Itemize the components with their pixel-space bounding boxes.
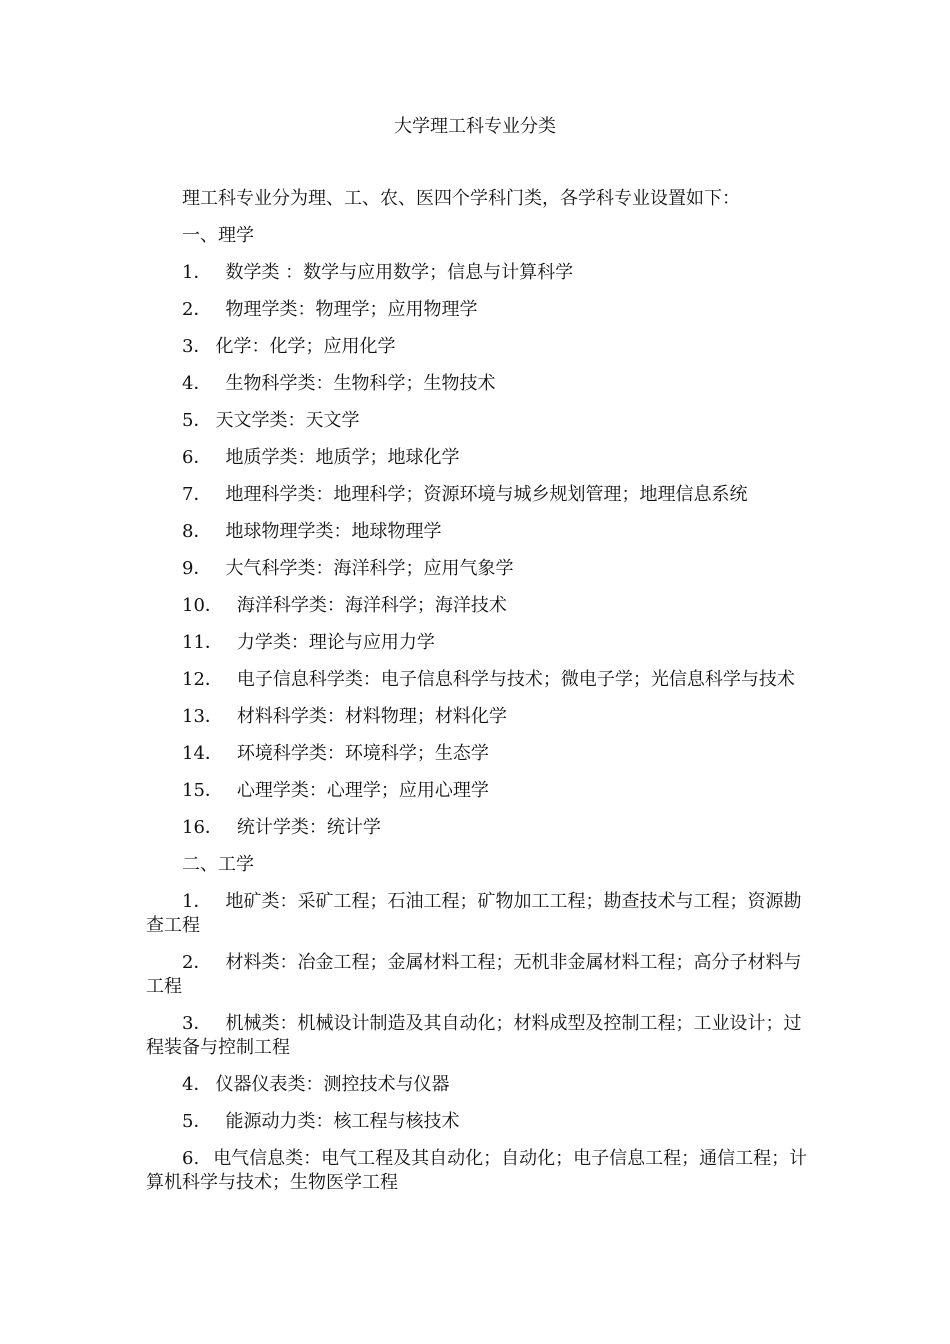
list-item: 8． 地球物理学类：地球物理学 <box>182 521 442 542</box>
section-heading-science: 一、理学 <box>182 225 254 246</box>
document-body <box>146 187 816 1208</box>
document-title: 大学理工科专业分类 <box>394 116 556 137</box>
list-item: 9． 大气科学类：海洋科学；应用气象学 <box>182 558 514 579</box>
list-item: 10． 海洋科学类：海洋科学；海洋技术 <box>182 595 507 616</box>
list-item: 1． 地矿类：采矿工程；石油工程；矿物加工工程；勘查技术与工程；资源勘查工程 <box>146 891 802 936</box>
list-item: 13． 材料科学类：材料物理；材料化学 <box>182 706 507 727</box>
intro-paragraph: 理工科专业分为理、工、农、医四个学科门类，各学科专业设置如下： <box>182 188 740 209</box>
list-item: 5． 能源动力类：核工程与核技术 <box>182 1111 460 1132</box>
list-item: 14． 环境科学类：环境科学；生态学 <box>182 743 489 764</box>
list-item: 4． 仪器仪表类：测控技术与仪器 <box>182 1074 450 1095</box>
list-item: 6． 地质学类：地质学；地球化学 <box>182 447 460 468</box>
list-item: 15． 心理学类：心理学；应用心理学 <box>182 780 489 801</box>
list-item: 4． 生物科学类：生物科学；生物技术 <box>182 373 496 394</box>
list-item: 3． 化学：化学；应用化学 <box>182 336 396 357</box>
list-item: 2． 材料类：冶金工程；金属材料工程；无机非金属材料工程；高分子材料与工程 <box>146 952 802 997</box>
list-item: 16． 统计学类：统计学 <box>182 817 381 838</box>
list-item: 1． 数学类 ：数学与应用数学；信息与计算科学 <box>182 262 574 283</box>
list-item: 5． 天文学类：天文学 <box>182 410 360 431</box>
list-item: 3． 机械类：机械设计制造及其自动化；材料成型及控制工程；工业设计；过程装备与控制工程 <box>146 1013 802 1058</box>
list-item: 2． 物理学类：物理学；应用物理学 <box>182 299 478 320</box>
list-item: 6. 电气信息类：电气工程及其自动化；自动化；电子信息工程；通信工程；计算机科学与技术；生物医学工程 <box>146 1148 808 1193</box>
list-item: 11． 力学类：理论与应用力学 <box>182 632 435 653</box>
section-heading-engineering: 二、工学 <box>182 854 254 875</box>
list-item: 12． 电子信息科学类：电子信息科学与技术；微电子学；光信息科学与技术 <box>182 669 795 690</box>
list-item: 7． 地理科学类：地理科学；资源环境与城乡规划管理；地理信息系统 <box>182 484 748 505</box>
